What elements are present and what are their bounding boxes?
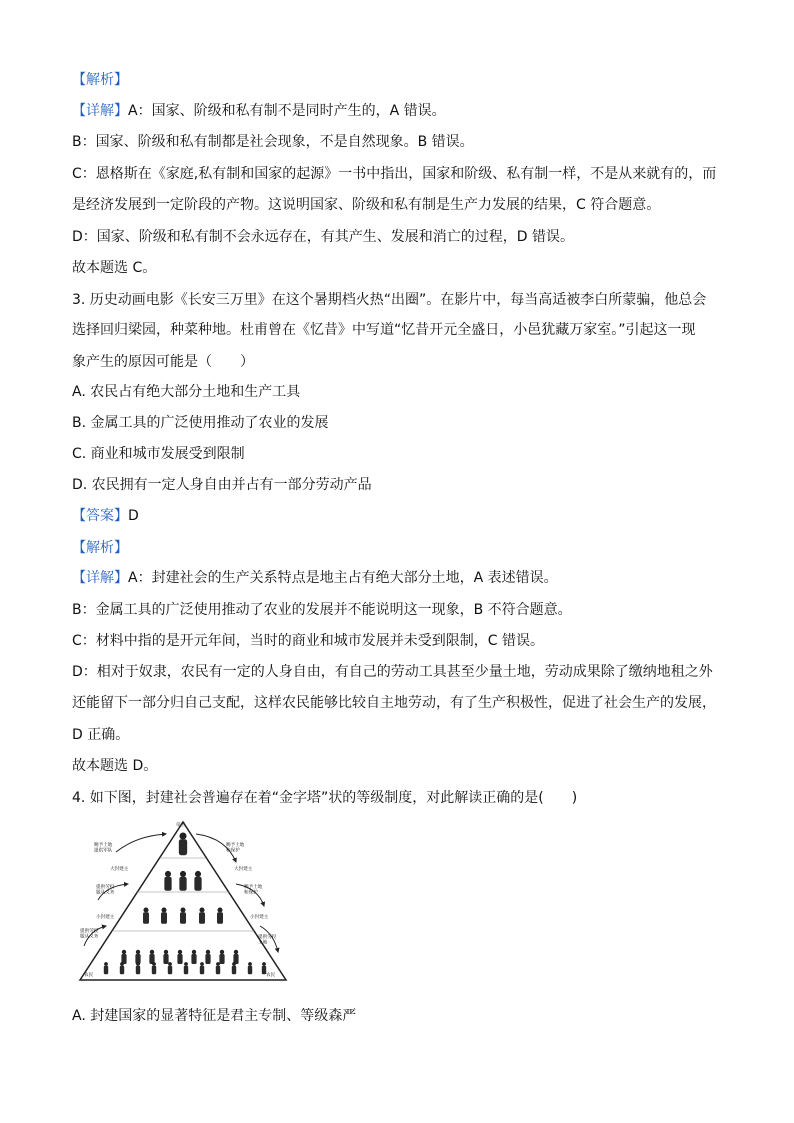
line-text: D：相对于奴隶，农民有一定的人身自由，有自己的劳动工具甚至少量土地，劳动成果除了缴纳地租之外 (72, 664, 713, 680)
person-figure (217, 907, 223, 923)
section-tag: 【解析】 (72, 540, 128, 556)
text-line (72, 132, 474, 152)
line-text: A. 封建国家的显著特征是君主专制、等级森严 (72, 1008, 357, 1024)
person-figure (161, 907, 167, 923)
line-text: 3. 历史动画电影《长安三万里》在这个暑期档火热“出圈”。在影片中，每当高适被李白所蒙骗，他总会 (72, 292, 707, 308)
person-figure (179, 832, 187, 855)
text-line (72, 756, 157, 776)
person-figure (143, 907, 149, 923)
line-text: 4. 如下图，封建社会普遍存在着“金字塔”状的等级制度，对此解读正确的是( ) (72, 790, 578, 806)
pyramid-label: 提供劳役 (96, 885, 115, 890)
person-figure (248, 962, 252, 974)
pyramid-label: 赐予土地 (94, 843, 113, 848)
text-line (72, 631, 544, 651)
pyramid-label: 土地 (258, 940, 268, 946)
people-figures (104, 832, 266, 974)
person-figure (200, 962, 204, 974)
person-figure (179, 871, 186, 891)
line-text: C. 商业和城市发展受到限制 (72, 446, 245, 462)
text-line (72, 290, 706, 310)
text-line (72, 506, 139, 526)
line-text: B：金属工具的广泛使用推动了农业的发展并不能说明这一现象，B 不符合题意。 (72, 602, 572, 618)
line-text: D (128, 508, 139, 524)
person-figure (164, 871, 171, 891)
text-line (72, 320, 696, 340)
text-line (72, 101, 446, 121)
text-line (72, 413, 329, 433)
person-figure (184, 962, 188, 974)
section-tag: 【答案】 (72, 508, 128, 524)
text-line (72, 725, 129, 745)
person-figure (194, 871, 201, 891)
line-text: B：国家、阶级和私有制都是社会现象，不是自然现象。B 错误。 (72, 134, 474, 150)
person-figure (233, 950, 238, 964)
person-figure (216, 962, 220, 974)
pyramid-label: 农民 (84, 973, 94, 978)
person-figure (163, 950, 168, 964)
person-figure (191, 950, 196, 964)
line-text: B. 金属工具的广泛使用推动了农业的发展 (72, 415, 329, 431)
pyramid-diagram (76, 818, 290, 988)
line-text: D 正确。 (72, 727, 130, 743)
text-line (72, 600, 572, 620)
person-figure (152, 962, 156, 974)
section-tag: 【解析】 (72, 72, 128, 88)
person-figure (104, 962, 108, 974)
pyramid-label: 小封建主 (250, 915, 269, 920)
line-text: 是经济发展到一定阶段的产物。这说明国家、阶级和私有制是生产力发展的结果，C 符合题意。 (72, 197, 661, 213)
text-line (72, 1006, 356, 1026)
pyramid-label: 农民 (266, 973, 276, 978)
line-text: 故本题选 C。 (72, 260, 157, 276)
person-figure (180, 907, 186, 923)
pyramid-label: 服从义务 (96, 890, 115, 896)
pyramid-label: 和保护 (226, 848, 240, 854)
text-line (72, 788, 577, 808)
feudal-pyramid-figure (76, 818, 290, 988)
pyramid-label: 和保护 (244, 890, 258, 896)
text-line (72, 352, 254, 372)
line-text: C：材料中指的是开元年间，当时的商业和城市发展并未受到限制，C 错误。 (72, 633, 544, 649)
text-line (72, 693, 716, 713)
line-text: D：国家、阶级和私有制不会永远存在，有其产生、发展和消亡的过程，D 错误。 (72, 229, 575, 245)
pyramid-label: 小封建主 (96, 915, 115, 920)
text-line (72, 70, 128, 90)
person-figure (232, 962, 236, 974)
pyramid-label: 赐予土地 (226, 843, 245, 848)
line-text: A：封建社会的生产关系特点是地主占有绝大部分土地，A 表述错误。 (128, 570, 558, 586)
text-line (72, 382, 300, 402)
pyramid-label: 提供劳役 (258, 935, 277, 940)
arrow-left-top (116, 834, 166, 852)
text-line (72, 258, 156, 278)
text-line (72, 662, 713, 682)
person-figure (177, 950, 182, 964)
person-figure (136, 962, 140, 974)
person-figure (168, 962, 172, 974)
person-figure (121, 950, 126, 964)
text-line (72, 538, 128, 558)
pyramid-label: 提供劳役 (80, 929, 99, 934)
line-text: D. 农民拥有一定人身自由并占有一部分劳动产品 (72, 477, 372, 493)
line-text: A. 农民占有绝大部分土地和生产工具 (72, 384, 301, 400)
line-text: C：恩格斯在《家庭,私有制和国家的起源》一书中指出，国家和阶级、私有制一样，不是从来就有的，而 (72, 166, 717, 182)
pyramid-label: 大封建主 (234, 867, 253, 872)
pyramid-label: 赐予土地 (244, 885, 263, 890)
pyramid-label: 服从义务 (80, 934, 99, 940)
person-figure (135, 950, 140, 964)
section-tag: 【详解】 (72, 570, 128, 586)
line-text: 还能留下一部分归自己支配，这样农民能够比较自主地劳动，有了生产积极性，促进了社会生产的发展， (72, 695, 716, 711)
text-line (72, 227, 574, 247)
line-text: A：国家、阶级和私有制不是同时产生的，A 错误。 (128, 103, 446, 119)
pyramid-label: 提供军队 (94, 848, 113, 854)
pyramid-label: 帝王 (176, 823, 186, 828)
text-line (72, 444, 245, 464)
person-figure (149, 950, 154, 964)
line-text: 象产生的原因可能是（ ） (72, 354, 254, 370)
person-figure (205, 950, 210, 964)
pyramid-label: 大封建主 (110, 867, 129, 872)
text-line (72, 195, 660, 215)
person-figure (120, 962, 124, 974)
text-line (72, 164, 716, 184)
line-text: 选择回归梁园，种菜种地。杜甫曾在《忆昔》中写道“忆昔开元全盛日，小邑犹藏万家室。”引起这一现 (72, 322, 696, 338)
line-text: 故本题选 D。 (72, 758, 158, 774)
section-tag: 【详解】 (72, 103, 128, 119)
text-line (72, 475, 372, 495)
text-line (72, 568, 558, 588)
person-figure (199, 907, 205, 923)
person-figure (219, 950, 224, 964)
